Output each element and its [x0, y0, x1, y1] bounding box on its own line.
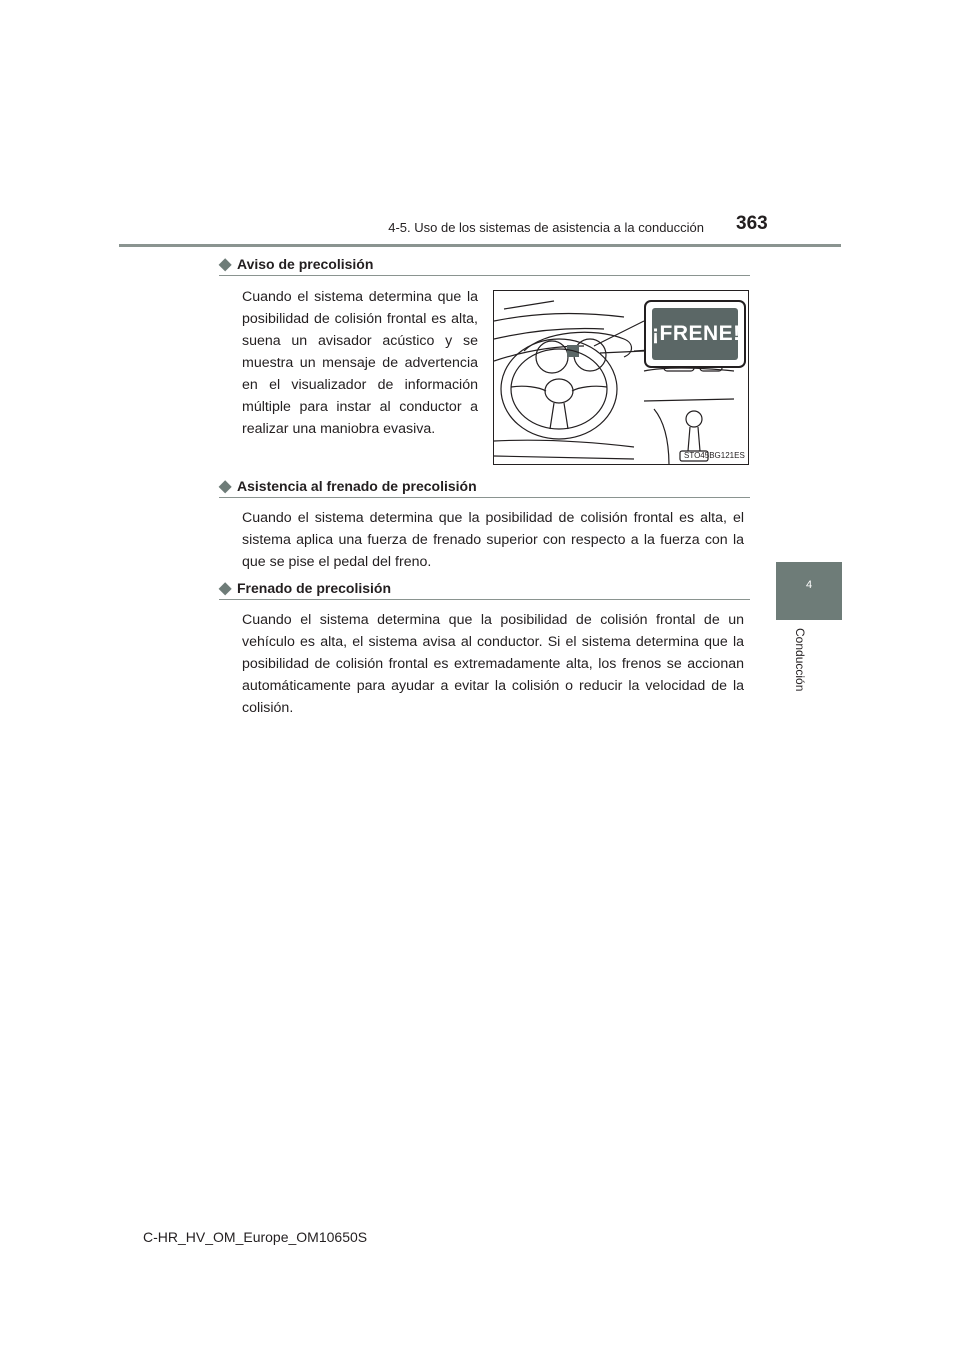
section-body-aviso: Cuando el sistema determina que la posibilidad de colisión frontal es alta, suena un avisador acústico y se muestra un mensaje de advertencia en el visualizador de información múltiple para instar al conductor a realizar una maniobra evasiva. [242, 289, 478, 437]
section-rule [219, 275, 750, 276]
page-number: 363 [736, 213, 768, 234]
warning-message: ¡FRENE! [652, 308, 738, 360]
section-heading-label: Asistencia al frenado de precolisión [237, 478, 477, 494]
figure-callout [644, 300, 746, 368]
diamond-icon: ◆ [219, 478, 232, 495]
section-rule [219, 599, 750, 600]
chapter-number: 4 [805, 579, 813, 591]
diamond-icon: ◆ [219, 580, 232, 597]
section-heading-frenado [219, 578, 750, 598]
chapter-label: Conducción [793, 628, 807, 692]
section-body-asistencia: Cuando el sistema determina que la posibilidad de colisión frontal es alta, el sistema aplica una fuerza de frenado superior con respecto a la fuerza con la que se pise el pedal del freno. [242, 510, 744, 570]
header-section-title: 4-5. Uso de los sistemas de asistencia a la conducción [388, 220, 704, 235]
chapter-tab[interactable] [776, 562, 842, 620]
footer-document-code: C-HR_HV_OM_Europe_OM10650S [143, 1229, 368, 1245]
section-rule [219, 497, 750, 498]
figure-code: STO45BG121ES [684, 451, 745, 460]
section-heading-label: Frenado de precolisión [237, 580, 392, 596]
diamond-icon: ◆ [219, 256, 232, 273]
section-heading-label: Aviso de precolisión [237, 256, 374, 272]
section-heading-aviso [219, 254, 750, 274]
header-rule [119, 244, 841, 247]
section-body-frenado: Cuando el sistema determina que la posibilidad de colisión frontal de un vehículo es alta, el sistema avisa al conductor. Si el sistema determina que la posibilidad de colisión frontal es extremadamente alta, los frenos se accionan automáticamente para ayudar a evitar la colisión o reducir la velocidad de la colisión. [242, 612, 744, 716]
section-heading-asistencia [219, 476, 750, 496]
